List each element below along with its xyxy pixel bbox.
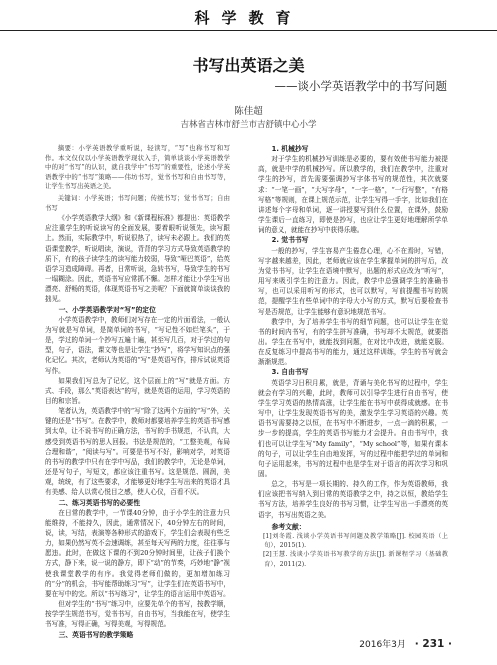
paragraph: 但对学生的“书写”练习中，应要先单个的书写，按教学顺，按学学生规范书写，觉书书写，自由书写，当我能在写，使学生书写准，写得正确，写得美观，写得规范。: [45, 600, 230, 629]
paragraph: 总之，书写是一项长期的、持久的工作，作为英语教师，我们应该把书写纳入到日常的英语教学之中，持之以恒，教给学生书写方法，培养学生良好的书写习惯，让学生写出一手漂亮的英语字，书写出英语之美。: [258, 480, 448, 519]
abstract: [45, 144, 230, 213]
paragraph: 教学中，为了培养学生书写的细节问题，也可以让学生在觉书的时间内书写，有的学生拼写准确，书写却不太规范，就要指出。学生在书写中，就能找到问题，在对比中改进，就能克服。在反复练习中提高书写的能力，通过这样训练，学生的书写就会渐渐规范。: [258, 317, 448, 367]
section-heading: 一、小学英语教学对“写”的定位: [58, 305, 156, 314]
subsection-heading: 2. 觉书书写: [271, 236, 309, 245]
section-heading: 二、练习英语书写的必要性: [58, 498, 141, 507]
subsection-heading: 1. 机械抄写: [271, 145, 309, 153]
keywords: 关键词：小学英语；书写问题；传统书写；觉书书写；自由书写: [45, 193, 230, 212]
paragraph: 如果我们写总为了记忆，这个层面上的“写”就是方面。方式、手段，那么“英语表达”的写，就是英语的运用，学习英语的目的和宗旨。: [45, 376, 230, 405]
reference-item: [2]王慧. 浅谈小学英语书写教学的方法[J]. 新课程学习（基础教育），2011(2).: [262, 551, 448, 568]
paragraph: 笔者认为，英语教学中的“写”除了这两个方面的“写”外，关键的还是“书写”。在教学中，教师对都要培养学生的英语书写感到太单，让不说书写的正确方法，书写的手书规范，不认真，大感受到英语书写的思人回报。书法是规范的，“工整美观，布局合理和谐”，“阅读与写”。可要是书写不好，影响对学，对英语的书写的教学中只有在学中写品，我们的教学中，无论是单词，还是写句子，写短文，都应该注重书写。这是规范、圆润，美观，统统，有了这些要求，才能够更好地学生写出来的英语才具有美感、给人以赏心悦目之感，使人心仪，百看不厌。: [45, 407, 230, 497]
paragraph: 在日常的教学中，一节课40分钟，由于小学生的注意力只能维持，不能持久，因此，通常情况下，40分钟左右的时间，说，读，写结，表演等各种形式的游戏下，学生们会表现有些乏力，如果仍然写英不会速调练，甚至每天写两的力度，往往事与愿违。此时，在做这下课的不到20分钟时间里，让孩子们换个方式，静下来，说一说的静方，即下“动”的节奏，巧妙地“静”视使我课堂教学的有序。我觉得老师们做的，更加增加练习的“分”的机会，书写能帮助练习“写”，让学生们在英语书写中，要在写中的完。所以“书写练习”，让学生的语言运用中英语写。: [45, 508, 230, 598]
author-name: 陈佳超: [234, 106, 263, 117]
section-heading: 三、英语书写的教学策略: [58, 630, 134, 639]
page-number: · 231 ·: [414, 638, 452, 650]
paragraph: 对于学生的机械抄写训练是必要的，要有效使书写能力被提高，就是中学的机械抄写。所以教学的，我们在教学中，注重对学生的抄写，首先需要强调抄写字体书写的规范性，其次就要求：“一笔一画”，“大写字母”，“一字一格”，“一行写整”，“有格写格”等规则，在课上规范示范，让学生写得一手字，比如我们在讲述每个字母和单词，逐一讲授要写到什么位置，在课外，鼓励学生课后一直练习，即使是抄写，也应让学生更好地理解所学单词的意义，就能在抄写中获得乐趣。: [258, 155, 448, 235]
section-header: [0, 0, 497, 38]
paragraph: 小学英语教学中，教师们对写存在一定的片面看法，一般认为写就是写单词，是简单词的书写，“写记性不如烂笔头”，于是，学过的单词一个抄写五遍十遍，甚至写几百，对于学过的句型，句子，语法，课文等也是让学生“抄写”，将学写知识点的强化记忆。其次，老师认为英语的“写”是英语写作，排斥试说英语写作。: [45, 315, 230, 375]
left-column: [45, 144, 230, 640]
section-label: 科学教育: [180, 7, 316, 28]
article-title: 书写出英语之美: [192, 56, 305, 75]
page-footer: [359, 637, 452, 650]
article-subtitle: ——谈小学英语教学中的书写问题: [274, 79, 447, 93]
header-rule: [0, 30, 497, 31]
paragraph: 英语学习日积月累，就是，背诵与美化书写的过程中，学生就会有学习的兴趣，此时，教师可以引导学生进行自由书写，使学生学习英语的热情高涨，让学生能在书写中获得成就感。在书写中，让学生发现英语书写的美，激发学生学习英语的兴趣。英语书写需要持之以恒，在书写中不断进步，一点一滴的积累，一步一步的提高，学生的英语书写能力才会提升。自由书写中，我们也可以让学生写“My family”，“My school”等，如果有课本的句子，可以让学生自由地发挥，写的过程中能把学过的单词和句子运用起来，书写的过程中也是学生对于语言的再次学习和巩固。: [258, 378, 448, 478]
paragraph: 一般的抄写，学生容易产生倦怠心理，心不在焉时，写错，写字越来越差，因此，老师就应该在学生掌握单词的拼写后，改为觉书书写，让学生在语境中默写，出题的形式应改为“听写”，用写来吸引学生的注意力。因此，教学中总强调学生的准确书写，也可以采用听写的形式，也可以默写，写前提醒书写的规范，提醒学生有些单词中的字母大小写的方式，默写后要检查书写是否规范，让学生能够有意识地规范书写。: [258, 246, 448, 316]
author-affiliation: 吉林省吉林市舒兰市吉舒镇中心小学: [180, 120, 317, 130]
paragraph: 《小学英语教学大纲》和《新课程标准》都提出：英语教学应注重学生的听说读写的全面发展，要着眼听说领先，读写跟上。然而，实际教学中，听说很热了，读写未必跟上。我们的英语课堂教学，听说唱读，演说，背背的学习方式导致英语教学的质下，有的孩子读学生的读写能力较弱，导致“哑巴英语”，给英语学习造成障碍。再者，日常听说，急转书写，导致学生的书写一塌糊涂。因此，英语书写应常抓不懈。怎样才能让小学生写出漂亮、舒畅的英语，体现英语书写之美呢？下面就简单谈谈我的拙见。: [45, 214, 230, 304]
right-column: [258, 144, 448, 569]
subsection-heading: 3. 自由书写: [271, 368, 309, 377]
reference-item: [1]刘冬霞. 浅谈小学英语书写问题及教学策略[J]. 校园英语（上旬），2015(1).: [262, 532, 448, 550]
issue-date: 2016年3月: [359, 640, 406, 650]
abstract-text: 摘要：小学英语教学重听说，轻读写，“写”也称书写和写作。本文仅仅以小学英语教学现状入手，简单谈谈小学英语教学中的对“书写”的认识，就自我学中“书写”的重要性，论述小学英语教学中的“书写”策略——伟坊书写，觉书书写和自由书写等，让学生书写出英语之美。: [45, 144, 230, 191]
references-heading: 参考文献：: [271, 522, 306, 531]
